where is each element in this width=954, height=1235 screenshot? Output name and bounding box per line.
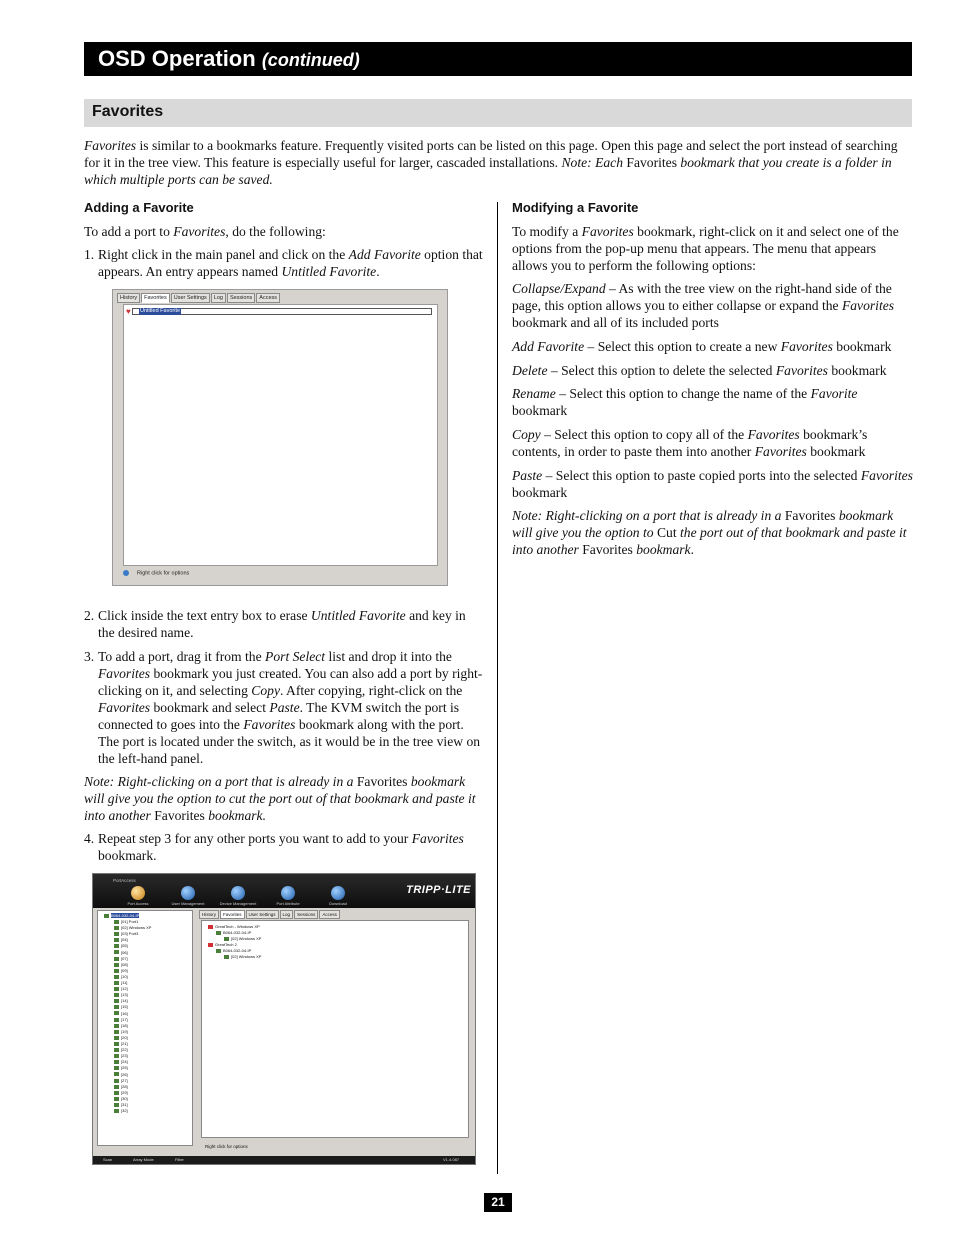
step-3: 3. To add a port, drag it from the Port Select list and drop it into the Favorites bookmark you just created. You can also add a port by right-clicking on it, and selecting Copy. After copying, right-click on the Favorites bookmark and select Paste. The KVM switch the port is connected to goes into the Favorites bookmark along with the port. The port is located under the switch, as it would be in the tree view on the left-hand panel. — [84, 649, 483, 766]
port-icon — [114, 1091, 119, 1095]
nav-download[interactable]: Download — [315, 886, 361, 906]
port-access-icon — [131, 886, 145, 900]
tree-port-row[interactable]: [31] — [114, 1102, 128, 1107]
option-copy: Copy – Select this option to copy all of the Favorites bookmark’s contents, in order to paste them into another Favorites bookmark — [512, 427, 868, 459]
tree-port-row[interactable]: [27] — [114, 1078, 128, 1083]
nav-port-attribute[interactable]: Port Attribute — [265, 886, 311, 906]
main-nav — [115, 886, 365, 906]
tab-sessions[interactable]: Sessions — [227, 293, 255, 303]
filter-button[interactable]: Filter — [175, 1157, 184, 1162]
tree-port-row[interactable]: [26] — [114, 1072, 128, 1077]
intro-paragraph: Favorites is similar to a bookmarks feature. Frequently visited ports can be listed on this page. Open this page and select the port instead of searching for it in the tree view. This feature is especially useful for larger, cascaded installations. Note: Each Favorites bookmark that you create is a folder in which multiple ports can be saved. — [84, 138, 898, 187]
port-icon — [114, 926, 119, 930]
left-note: Note: Right-clicking on a port that is already in a Favorites bookmark will give you the option to cut the port out of that bookmark and paste it into another Favorites bookmark. — [84, 774, 476, 823]
switch-icon — [216, 931, 221, 935]
option-delete: Delete – Select this option to delete the selected Favorites bookmark — [512, 363, 887, 378]
port-icon — [114, 963, 119, 967]
option-rename: Rename – Select this option to change the name of the Favorite bookmark — [512, 386, 858, 418]
port-icon — [114, 981, 119, 985]
option-add-favorite: Add Favorite – Select this option to create a new Favorites bookmark — [512, 339, 892, 354]
favorites-tabs — [117, 293, 281, 303]
port-icon — [114, 950, 119, 954]
modify-lead: To modify a Favorites bookmark, right-click on it and select one of the options from the pop-up menu that appears. The menu that appears allows you to perform the following options: — [512, 224, 899, 273]
port-icon — [114, 1079, 119, 1083]
port-access-screenshot — [92, 873, 476, 1165]
tree-port-row[interactable]: [14] — [114, 998, 128, 1003]
tab-log[interactable]: Log — [280, 910, 294, 919]
tree-port-row[interactable]: [29] — [114, 1090, 128, 1095]
nav-device-management[interactable]: Device Management — [215, 886, 261, 906]
tree-port-row[interactable]: [19] — [114, 1029, 128, 1034]
favorites-tree-panel[interactable] — [201, 920, 469, 1138]
favorite-entry-text: Untitled Favorite — [140, 308, 181, 314]
tree-port-row[interactable]: [03] Port3 — [114, 931, 138, 936]
port-icon — [114, 920, 119, 924]
port-icon — [114, 1103, 119, 1107]
port-icon — [114, 1036, 119, 1040]
port-tree-panel[interactable] — [97, 910, 193, 1146]
favorite-heart-icon: ♥ — [126, 307, 131, 316]
download-icon — [331, 886, 345, 900]
tree-port-row[interactable]: [25] — [114, 1065, 128, 1070]
port-icon — [114, 938, 119, 942]
step-2: 2. Click inside the text entry box to erase Untitled Favorite and key in the desired name. — [84, 608, 466, 640]
fav-row[interactable]: B064-032-04-IP — [216, 948, 251, 953]
scan-button[interactable]: Scan — [103, 1157, 113, 1162]
fav-row[interactable]: [02] Windows XP — [224, 936, 261, 941]
tree-port-row[interactable]: [12] — [114, 986, 128, 991]
tab-favorites[interactable]: Favorites — [220, 910, 245, 919]
tree-port-row[interactable]: [17] — [114, 1017, 128, 1022]
brand-logo: TRIPP·LITE — [406, 884, 471, 896]
port-attribute-icon — [281, 886, 295, 900]
port-icon — [114, 975, 119, 979]
port-icon — [114, 969, 119, 973]
port-icon — [114, 1011, 119, 1015]
tab-user-settings[interactable]: User Settings — [171, 293, 210, 303]
tree-root[interactable]: B064-032-04-IP — [104, 913, 139, 918]
right-click-hint: Right click for options — [123, 570, 189, 576]
port-icon — [114, 999, 119, 1003]
tree-port-row[interactable]: [01] Port1 — [114, 919, 138, 924]
port-icon — [114, 987, 119, 991]
array-mode-button[interactable]: Array Mode — [133, 1157, 154, 1162]
info-icon — [123, 570, 129, 576]
user-management-icon — [181, 886, 195, 900]
tab-access[interactable]: Access — [256, 293, 280, 303]
option-paste: Paste – Select this option to paste copied ports into the selected Favorites bookmark — [512, 468, 913, 500]
option-collapse-expand: Collapse/Expand – As with the tree view on the right-hand side of the page, this option allows you to either collapse or expand the Favorites bookmark and all of its included ports — [512, 281, 895, 330]
port-icon — [114, 944, 119, 948]
tab-history[interactable]: History — [117, 293, 140, 303]
section-bar — [84, 99, 912, 127]
tree-port-row[interactable]: [13] — [114, 992, 128, 997]
port-icon — [114, 1018, 119, 1022]
tab-access[interactable]: Access — [319, 910, 340, 919]
port-icon — [114, 993, 119, 997]
port-icon — [114, 1072, 119, 1076]
tree-port-row[interactable]: [23] — [114, 1053, 128, 1058]
tree-port-row[interactable]: [10] — [114, 974, 128, 979]
tab-log[interactable]: Log — [211, 293, 226, 303]
favorite-icon — [208, 943, 213, 947]
step-1: 1. Right click in the main panel and click on the Add Favorite option that appears. An entry appears named Untitled Favorite. — [84, 247, 483, 279]
tree-port-row[interactable]: [02] Windows XP — [114, 925, 151, 930]
fav-row[interactable]: GreatTech - Windows XP — [208, 924, 260, 929]
port-icon — [114, 1060, 119, 1064]
right-click-hint: Right click for options — [205, 1144, 248, 1149]
port-icon — [114, 1042, 119, 1046]
tab-sessions[interactable]: Sessions — [294, 910, 318, 919]
page-title: OSD Operation (continued) — [98, 46, 360, 71]
fav-row[interactable]: B064-032-04-IP — [216, 930, 251, 935]
favorites-panel[interactable] — [123, 304, 438, 566]
tree-port-row[interactable]: [09] — [114, 968, 128, 973]
page-title-suffix: (continued) — [261, 50, 360, 70]
port-icon — [114, 1005, 119, 1009]
port-icon — [114, 932, 119, 936]
column-divider — [497, 202, 498, 1174]
app-name: PortAccess — [113, 878, 136, 883]
tree-port-row[interactable]: [30] — [114, 1096, 128, 1101]
tree-port-row[interactable]: [07] — [114, 956, 128, 961]
port-icon — [114, 1097, 119, 1101]
device-management-icon — [231, 886, 245, 900]
port-icon — [224, 937, 229, 941]
port-icon — [114, 1066, 119, 1070]
version-label: V1.4.087 — [443, 1157, 460, 1162]
tree-port-row[interactable]: [24] — [114, 1059, 128, 1064]
page-number: 21 — [484, 1193, 512, 1212]
port-icon — [114, 1024, 119, 1028]
tree-port-row[interactable]: [04] — [114, 937, 128, 942]
tab-history[interactable]: History — [199, 910, 219, 919]
tab-favorites[interactable]: Favorites — [141, 293, 170, 303]
port-icon — [114, 957, 119, 961]
port-icon — [114, 1048, 119, 1052]
adding-favorite-heading: Adding a Favorite — [84, 200, 194, 215]
step-4: 4. Repeat step 3 for any other ports you want to add to your Favorites bookmark. — [84, 831, 464, 863]
status-bar — [93, 1156, 475, 1164]
fav-row[interactable]: [02] Windows XP — [224, 954, 261, 959]
tree-port-row[interactable]: [22] — [114, 1047, 128, 1052]
port-icon — [114, 1085, 119, 1089]
tree-port-row[interactable]: [21] — [114, 1041, 128, 1046]
app-toolbar — [93, 874, 475, 908]
tree-port-row[interactable]: [18] — [114, 1023, 128, 1028]
port-icon — [224, 955, 229, 959]
port-icon — [114, 1109, 119, 1113]
favorites-screenshot — [112, 289, 448, 586]
tree-port-row[interactable]: [05] — [114, 943, 128, 948]
favorite-icon — [208, 925, 213, 929]
tree-port-row[interactable]: [11] — [114, 980, 127, 985]
nav-port-access[interactable]: Port Access — [115, 886, 161, 906]
port-icon — [114, 1030, 119, 1034]
fav-row[interactable]: GreatTech 2 — [208, 942, 237, 947]
adding-lead: To add a port to Favorites, do the following: — [84, 224, 326, 239]
tree-port-row[interactable]: [15] — [114, 1004, 128, 1009]
tree-port-row[interactable]: [08] — [114, 962, 128, 967]
right-note: Note: Right-clicking on a port that is already in a Favorites bookmark will give you the option to Cut the port out of that bookmark and paste it into another Favorites bookmark. — [512, 508, 907, 557]
switch-icon — [104, 914, 109, 918]
tab-user-settings[interactable]: User Settings — [246, 910, 279, 919]
tree-port-row[interactable]: [06] — [114, 950, 128, 955]
header-bar — [84, 42, 912, 76]
port-icon — [114, 1054, 119, 1058]
nav-user-management[interactable]: User Management — [165, 886, 211, 906]
tree-port-row[interactable]: [32] — [114, 1108, 128, 1113]
content-tabs — [199, 910, 341, 919]
tree-port-row[interactable]: [16] — [114, 1011, 128, 1016]
section-title: Favorites — [92, 103, 164, 120]
tree-port-row[interactable]: [20] — [114, 1035, 128, 1040]
switch-icon — [216, 949, 221, 953]
modifying-favorite-heading: Modifying a Favorite — [512, 200, 639, 215]
tree-port-row[interactable]: [28] — [114, 1084, 128, 1089]
favorite-name-input[interactable] — [126, 307, 432, 316]
